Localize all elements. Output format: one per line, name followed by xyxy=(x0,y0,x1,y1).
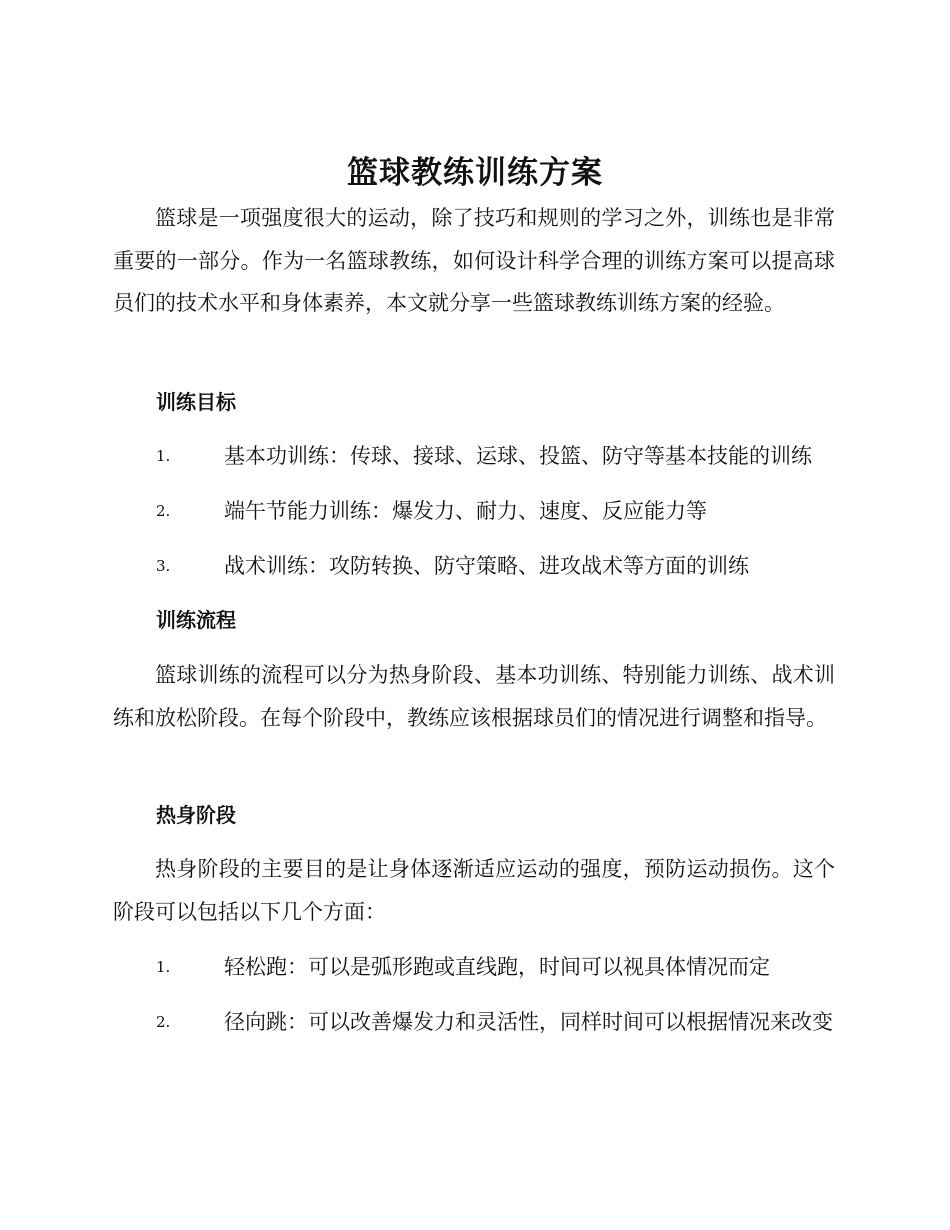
list-item xyxy=(113,1001,837,1044)
list-item xyxy=(113,946,837,989)
list-item-text: 径向跳：可以改善爆发力和灵活性，同样时间可以根据情况来改变 xyxy=(224,1010,833,1034)
list-item-number: 3. xyxy=(156,557,171,575)
list-item-text: 轻松跑：可以是弧形跑或直线跑，时间可以视具体情况而定 xyxy=(224,955,770,979)
intro-paragraph: 篮球是一项强度很大的运动，除了技巧和规则的学习之外，训练也是非常重要的一部分。作为一名篮球教练，如何设计科学合理的训练方案可以提高球员们的技术水平和身体素养，本文就分享一些篮球教练训练方案的经验。 xyxy=(113,206,835,315)
warmup-paragraph: 热身阶段的主要目的是让身体逐渐适应运动的强度，预防运动损伤。这个阶段可以包括以下几个方面： xyxy=(113,857,835,924)
list-item xyxy=(113,490,837,533)
section-heading-warmup: 热身阶段 xyxy=(156,803,236,827)
document-title: 篮球教练训练方案 xyxy=(347,155,603,191)
list-item-text: 基本功训练：传球、接球、运球、投篮、防守等基本技能的训练 xyxy=(224,444,812,468)
section-heading-goals: 训练目标 xyxy=(156,390,236,414)
list-item-number: 1. xyxy=(156,447,171,465)
section-heading-process: 训练流程 xyxy=(156,608,236,632)
list-item-number: 2. xyxy=(156,502,171,520)
list-item xyxy=(113,435,837,478)
list-item-text: 端午节能力训练：爆发力、耐力、速度、反应能力等 xyxy=(224,499,707,523)
list-item-number: 2. xyxy=(156,1013,171,1031)
list-item-number: 1. xyxy=(156,958,171,976)
list-item xyxy=(113,545,837,588)
list-item-text: 战术训练：攻防转换、防守策略、进攻战术等方面的训练 xyxy=(224,554,749,578)
process-paragraph: 篮球训练的流程可以分为热身阶段、基本功训练、特别能力训练、战术训练和放松阶段。在每个阶段中，教练应该根据球员们的情况进行调整和指导。 xyxy=(113,663,835,730)
